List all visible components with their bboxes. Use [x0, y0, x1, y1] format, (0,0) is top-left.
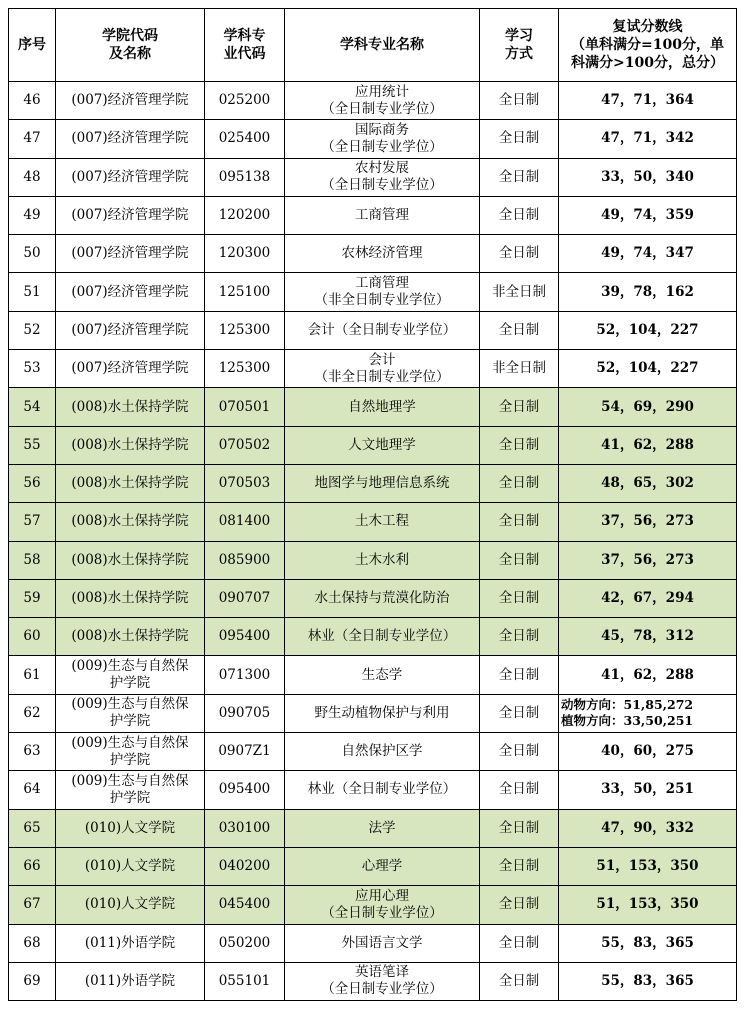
- cell-mode: 全日制: [480, 388, 559, 426]
- cell-score: 47，71，342: [559, 120, 737, 158]
- cell-seq: 52: [9, 311, 56, 349]
- cell-seq: 62: [9, 694, 56, 732]
- cell-code: 095138: [205, 158, 285, 196]
- cell-score: 51，153，350: [559, 847, 737, 885]
- cell-college: (008)水土保持学院: [56, 464, 205, 502]
- cell-code: 040200: [205, 847, 285, 885]
- cell-major: 自然保护区学: [285, 733, 480, 771]
- cell-college: (010)人文学院: [56, 847, 205, 885]
- cell-score: 33，50，251: [559, 771, 737, 809]
- cell-code: 050200: [205, 924, 285, 962]
- cell-code: 081400: [205, 503, 285, 541]
- cell-mode: 全日制: [480, 962, 559, 1000]
- cell-major: 林业（全日制专业学位）: [285, 618, 480, 656]
- cell-mode: 全日制: [480, 809, 559, 847]
- cell-mode: 全日制: [480, 235, 559, 273]
- cell-seq: 57: [9, 503, 56, 541]
- table-row: [9, 809, 737, 847]
- cell-college: (007)经济管理学院: [56, 158, 205, 196]
- cell-seq: 64: [9, 771, 56, 809]
- cell-mode: 非全日制: [480, 273, 559, 311]
- cell-major: 地图学与地理信息系统: [285, 464, 480, 502]
- cell-major: 野生动植物保护与利用: [285, 694, 480, 732]
- cell-mode: 全日制: [480, 120, 559, 158]
- cell-major: 会计 （非全日制专业学位）: [285, 350, 480, 388]
- cell-seq: 66: [9, 847, 56, 885]
- cell-college: (011)外语学院: [56, 924, 205, 962]
- cell-major: 应用统计 （全日制专业学位）: [285, 82, 480, 120]
- cell-score: 41，62，288: [559, 656, 737, 694]
- cell-code: 045400: [205, 886, 285, 924]
- cell-seq: 63: [9, 733, 56, 771]
- cell-score: 49，74，359: [559, 196, 737, 234]
- cell-major: 英语笔译 （全日制专业学位）: [285, 962, 480, 1000]
- cell-major: 农林经济管理: [285, 235, 480, 273]
- cell-mode: 全日制: [480, 426, 559, 464]
- cell-college: (011)外语学院: [56, 962, 205, 1000]
- cell-score: 40，60，275: [559, 733, 737, 771]
- cell-major: 自然地理学: [285, 388, 480, 426]
- cell-code: 090707: [205, 579, 285, 617]
- cell-score: 37，56，273: [559, 541, 737, 579]
- cell-major: 土木工程: [285, 503, 480, 541]
- cell-seq: 67: [9, 886, 56, 924]
- table-header-row: [9, 9, 737, 82]
- cell-score: 48，65，302: [559, 464, 737, 502]
- cell-score: 51，153，350: [559, 886, 737, 924]
- cell-seq: 47: [9, 120, 56, 158]
- cell-mode: 全日制: [480, 847, 559, 885]
- cell-mode: 全日制: [480, 541, 559, 579]
- cell-major: 水土保持与荒漠化防治: [285, 579, 480, 617]
- cell-code: 125300: [205, 311, 285, 349]
- cell-major: 土木水利: [285, 541, 480, 579]
- table-row: [9, 886, 737, 924]
- cell-mode: 全日制: [480, 158, 559, 196]
- cell-major: 会计（全日制专业学位）: [285, 311, 480, 349]
- cell-score: 33，50，340: [559, 158, 737, 196]
- cell-college: (007)经济管理学院: [56, 120, 205, 158]
- cell-mode: 全日制: [480, 771, 559, 809]
- cell-college: (009)生态与自然保 护学院: [56, 733, 205, 771]
- table-row: [9, 82, 737, 120]
- cell-code: 095400: [205, 618, 285, 656]
- cell-score: 42，67，294: [559, 579, 737, 617]
- cell-code: 070503: [205, 464, 285, 502]
- cell-code: 120200: [205, 196, 285, 234]
- cell-seq: 65: [9, 809, 56, 847]
- cell-college: (008)水土保持学院: [56, 579, 205, 617]
- cell-college: (007)经济管理学院: [56, 82, 205, 120]
- table-row: [9, 694, 737, 732]
- cell-mode: 全日制: [480, 311, 559, 349]
- table-row: [9, 771, 737, 809]
- cell-major: 工商管理: [285, 196, 480, 234]
- cell-seq: 68: [9, 924, 56, 962]
- cell-seq: 60: [9, 618, 56, 656]
- table-row: [9, 311, 737, 349]
- cell-score: 41，62，288: [559, 426, 737, 464]
- table-row: [9, 464, 737, 502]
- table-row: [9, 541, 737, 579]
- cell-mode: 全日制: [480, 579, 559, 617]
- cell-code: 090705: [205, 694, 285, 732]
- cell-score: 37，56，273: [559, 503, 737, 541]
- cell-major: 应用心理 （全日制专业学位）: [285, 886, 480, 924]
- cell-seq: 50: [9, 235, 56, 273]
- cell-code: 125300: [205, 350, 285, 388]
- cell-mode: 全日制: [480, 886, 559, 924]
- table-row: [9, 924, 737, 962]
- cell-seq: 55: [9, 426, 56, 464]
- cell-college: (007)经济管理学院: [56, 350, 205, 388]
- cell-code: 055101: [205, 962, 285, 1000]
- table-row: [9, 962, 737, 1000]
- header-seq: 序号: [9, 9, 56, 82]
- table-row: [9, 350, 737, 388]
- cell-mode: 全日制: [480, 924, 559, 962]
- header-college: 学院代码 及名称: [56, 9, 205, 82]
- table-row: [9, 273, 737, 311]
- cell-college: (010)人文学院: [56, 886, 205, 924]
- cell-seq: 53: [9, 350, 56, 388]
- cell-seq: 59: [9, 579, 56, 617]
- table-row: [9, 235, 737, 273]
- cell-score: 47，90，332: [559, 809, 737, 847]
- header-mode: 学习 方式: [480, 9, 559, 82]
- cell-mode: 非全日制: [480, 350, 559, 388]
- table-row: [9, 503, 737, 541]
- cell-college: (009)生态与自然保 护学院: [56, 694, 205, 732]
- cell-mode: 全日制: [480, 694, 559, 732]
- cell-major: 人文地理学: [285, 426, 480, 464]
- cell-mode: 全日制: [480, 618, 559, 656]
- cell-major: 农村发展 （全日制专业学位）: [285, 158, 480, 196]
- cell-code: 120300: [205, 235, 285, 273]
- table-row: [9, 158, 737, 196]
- cell-mode: 全日制: [480, 196, 559, 234]
- cell-seq: 56: [9, 464, 56, 502]
- cell-college: (008)水土保持学院: [56, 426, 205, 464]
- cell-mode: 全日制: [480, 82, 559, 120]
- cell-college: (008)水土保持学院: [56, 618, 205, 656]
- cell-score: 55，83，365: [559, 924, 737, 962]
- cell-seq: 49: [9, 196, 56, 234]
- cell-score: 54，69，290: [559, 388, 737, 426]
- cell-score: 49，74，347: [559, 235, 737, 273]
- header-code: 学科专 业代码: [205, 9, 285, 82]
- cell-score: 52，104，227: [559, 311, 737, 349]
- cell-college: (008)水土保持学院: [56, 541, 205, 579]
- cell-college: (007)经济管理学院: [56, 196, 205, 234]
- cell-college: (007)经济管理学院: [56, 235, 205, 273]
- table-row: [9, 196, 737, 234]
- cell-college: (009)生态与自然保 护学院: [56, 771, 205, 809]
- cell-major: 生态学: [285, 656, 480, 694]
- cell-major: 林业（全日制专业学位）: [285, 771, 480, 809]
- cell-mode: 全日制: [480, 733, 559, 771]
- cell-college: (007)经济管理学院: [56, 273, 205, 311]
- table-row: [9, 426, 737, 464]
- table-row: [9, 388, 737, 426]
- table-row: [9, 120, 737, 158]
- cell-mode: 全日制: [480, 464, 559, 502]
- cell-code: 125100: [205, 273, 285, 311]
- cell-code: 095400: [205, 771, 285, 809]
- cell-mode: 全日制: [480, 503, 559, 541]
- cell-seq: 48: [9, 158, 56, 196]
- cell-seq: 58: [9, 541, 56, 579]
- score-table: [8, 8, 737, 1001]
- cell-seq: 54: [9, 388, 56, 426]
- cell-seq: 46: [9, 82, 56, 120]
- header-major: 学科专业名称: [285, 9, 480, 82]
- table-row: [9, 733, 737, 771]
- table-row: [9, 579, 737, 617]
- cell-code: 025400: [205, 120, 285, 158]
- cell-major: 国际商务 （全日制专业学位）: [285, 120, 480, 158]
- cell-code: 071300: [205, 656, 285, 694]
- header-score: 复试分数线 （单科满分=100分，单 科满分>100分，总分）: [559, 9, 737, 82]
- table-row: [9, 656, 737, 694]
- table-body: [9, 82, 737, 1001]
- cell-college: (007)经济管理学院: [56, 311, 205, 349]
- cell-score: 47，71，364: [559, 82, 737, 120]
- cell-seq: 69: [9, 962, 56, 1000]
- cell-code: 030100: [205, 809, 285, 847]
- cell-score: 52，104，227: [559, 350, 737, 388]
- cell-score: 动物方向：51,85,272 植物方向：33,50,251: [559, 694, 737, 732]
- cell-seq: 61: [9, 656, 56, 694]
- cell-mode: 全日制: [480, 656, 559, 694]
- cell-college: (009)生态与自然保 护学院: [56, 656, 205, 694]
- cell-major: 外国语言文学: [285, 924, 480, 962]
- cell-major: 法学: [285, 809, 480, 847]
- cell-college: (010)人文学院: [56, 809, 205, 847]
- cell-code: 070501: [205, 388, 285, 426]
- cell-code: 0907Z1: [205, 733, 285, 771]
- table-row: [9, 618, 737, 656]
- cell-score: 39，78，162: [559, 273, 737, 311]
- cell-college: (008)水土保持学院: [56, 388, 205, 426]
- cell-score: 55，83，365: [559, 962, 737, 1000]
- cell-score: 45，78，312: [559, 618, 737, 656]
- cell-major: 工商管理 （非全日制专业学位）: [285, 273, 480, 311]
- cell-college: (008)水土保持学院: [56, 503, 205, 541]
- cell-code: 025200: [205, 82, 285, 120]
- cell-code: 085900: [205, 541, 285, 579]
- cell-seq: 51: [9, 273, 56, 311]
- cell-code: 070502: [205, 426, 285, 464]
- table-row: [9, 847, 737, 885]
- cell-major: 心理学: [285, 847, 480, 885]
